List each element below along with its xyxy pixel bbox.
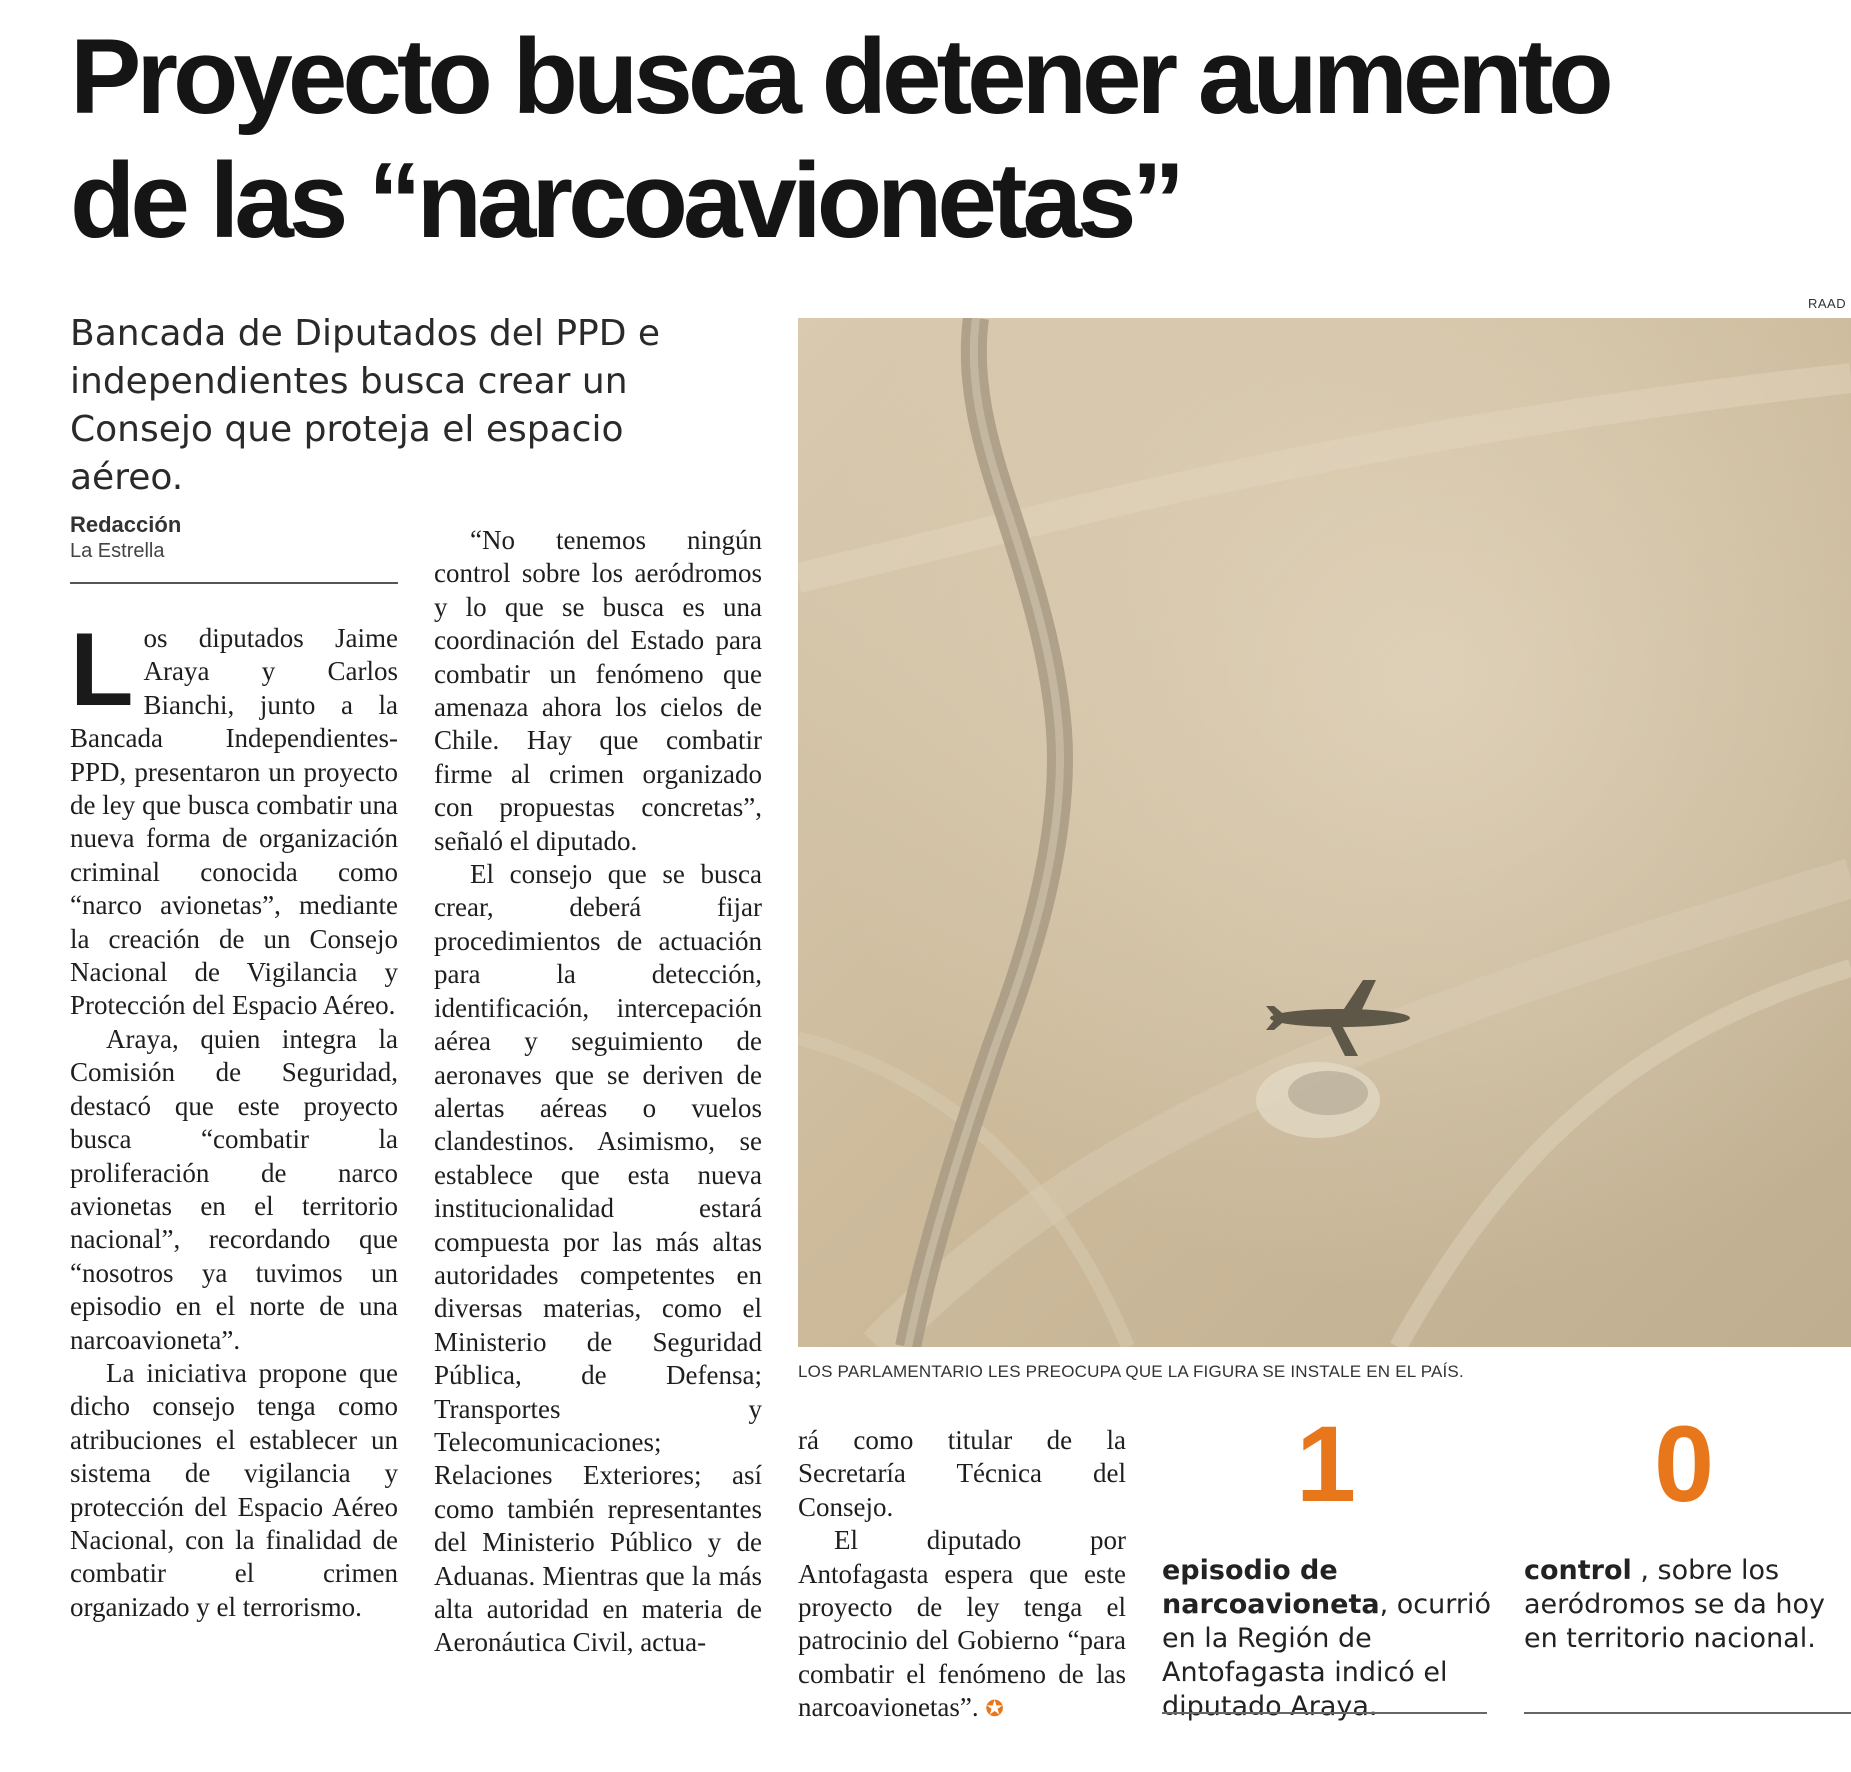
stat-text-1	[1162, 1554, 1492, 1724]
stat-rule-1	[1162, 1712, 1487, 1714]
headline-line-1: Proyecto busca detener aumento	[70, 16, 1609, 136]
body-column-1	[70, 612, 398, 1624]
stat-number-2: 0	[1654, 1403, 1715, 1524]
headline	[70, 14, 1845, 262]
body-paragraph: Los diputados Jaime Araya y Carlos Bianchi, junto a la Bancada Independientes-PPD, presentaron un proyecto de ley que busca combatir una nueva forma de organización criminal conocida como “narco avionetas”, mediante la creación de un Consejo Nacional de Vigilancia y Protección del Espacio Aéreo.	[70, 612, 398, 1021]
body-paragraph: La iniciativa propone que dicho consejo tenga como atribuciones el establecer un sistema de vigilancia y protección del Espacio Aéreo Nacional, con la finalidad de combatir el crimen organizado y el terrorismo.	[70, 1357, 398, 1622]
photo-caption: LOS PARLAMENTARIO LES PREOCUPA QUE LA FIGURA SE INSTALE EN EL PAÍS.	[798, 1362, 1464, 1381]
aerial-photo	[798, 318, 1851, 1347]
end-mark-icon: ✪	[985, 1697, 1004, 1723]
body-column-2	[434, 524, 762, 1660]
photo-credit: RAAD	[1808, 296, 1847, 311]
byline	[70, 512, 181, 563]
stat-desc-1: , ocurrió en la Región de Antofagasta indicó el diputado Araya.	[1162, 1589, 1491, 1722]
byline-rule	[70, 582, 398, 584]
deck-subheading: Bancada de Diputados del PPD e independientes busca crear un Consejo que proteja el espacio aéreo.	[70, 313, 661, 498]
body-paragraph: El diputado por Antofagasta espera que este proyecto de ley tenga el patrocinio del Gobierno “para combatir el fenómeno de las narcoavionetas”. ✪	[798, 1525, 1126, 1723]
drop-cap: L	[70, 612, 134, 728]
body-paragraph: “No tenemos ningún control sobre los aeródromos y lo que se busca es una coordinación del Estado para combatir un fenómeno que amenaza ahora los cielos de Chile. Hay que combatir firme al crimen organizado con propuestas concretas”, señaló el diputado.	[434, 525, 762, 856]
stat-number-1: 1	[1296, 1403, 1357, 1524]
aerial-photo-image	[798, 318, 1851, 1347]
byline-author: Redacción	[70, 512, 182, 537]
body-paragraph: rá como titular de la Secretaría Técnica del Consejo.	[798, 1425, 1126, 1522]
byline-publication: La Estrella	[70, 540, 165, 562]
stat-desc-2: , sobre los aeródromos se da hoy en territorio nacional.	[1524, 1555, 1825, 1654]
stat-bold-1: episodio de narcoavioneta	[1162, 1555, 1380, 1620]
body-paragraph: Araya, quien integra la Comisión de Seguridad, destacó que este proyecto busca “combatir la proliferación de narco avionetas en el territorio nacional”, recordando que “nosotros ya tuvimos un episodio en el norte de una narcoavioneta”.	[70, 1023, 398, 1355]
body-paragraph: El consejo que se busca crear, deberá fijar procedimientos de actuación para la detección, identificación, intercepación aérea y seguimiento de aeronaves que se deriven de alertas aéreas o vuelos clandestinos. Asimismo, se establece que esta nueva institucionalidad estará compuesta por las más altas autoridades competentes en diversas materias, como el Ministerio de Seguridad Pública, de Defensa; Transportes y Telecomunicaciones; Relaciones Exteriores; así como también representantes del Ministerio Público y de Aduanas. Mientras que la más alta autoridad en materia de Aeronáutica Civil, actua-	[434, 859, 762, 1658]
stat-text-2	[1524, 1554, 1851, 1656]
body-column-3	[798, 1424, 1126, 1727]
stat-bold-2: control	[1524, 1555, 1632, 1586]
stat-rule-2	[1524, 1712, 1851, 1714]
headline-line-2: de las “narcoavionetas”	[70, 140, 1181, 260]
